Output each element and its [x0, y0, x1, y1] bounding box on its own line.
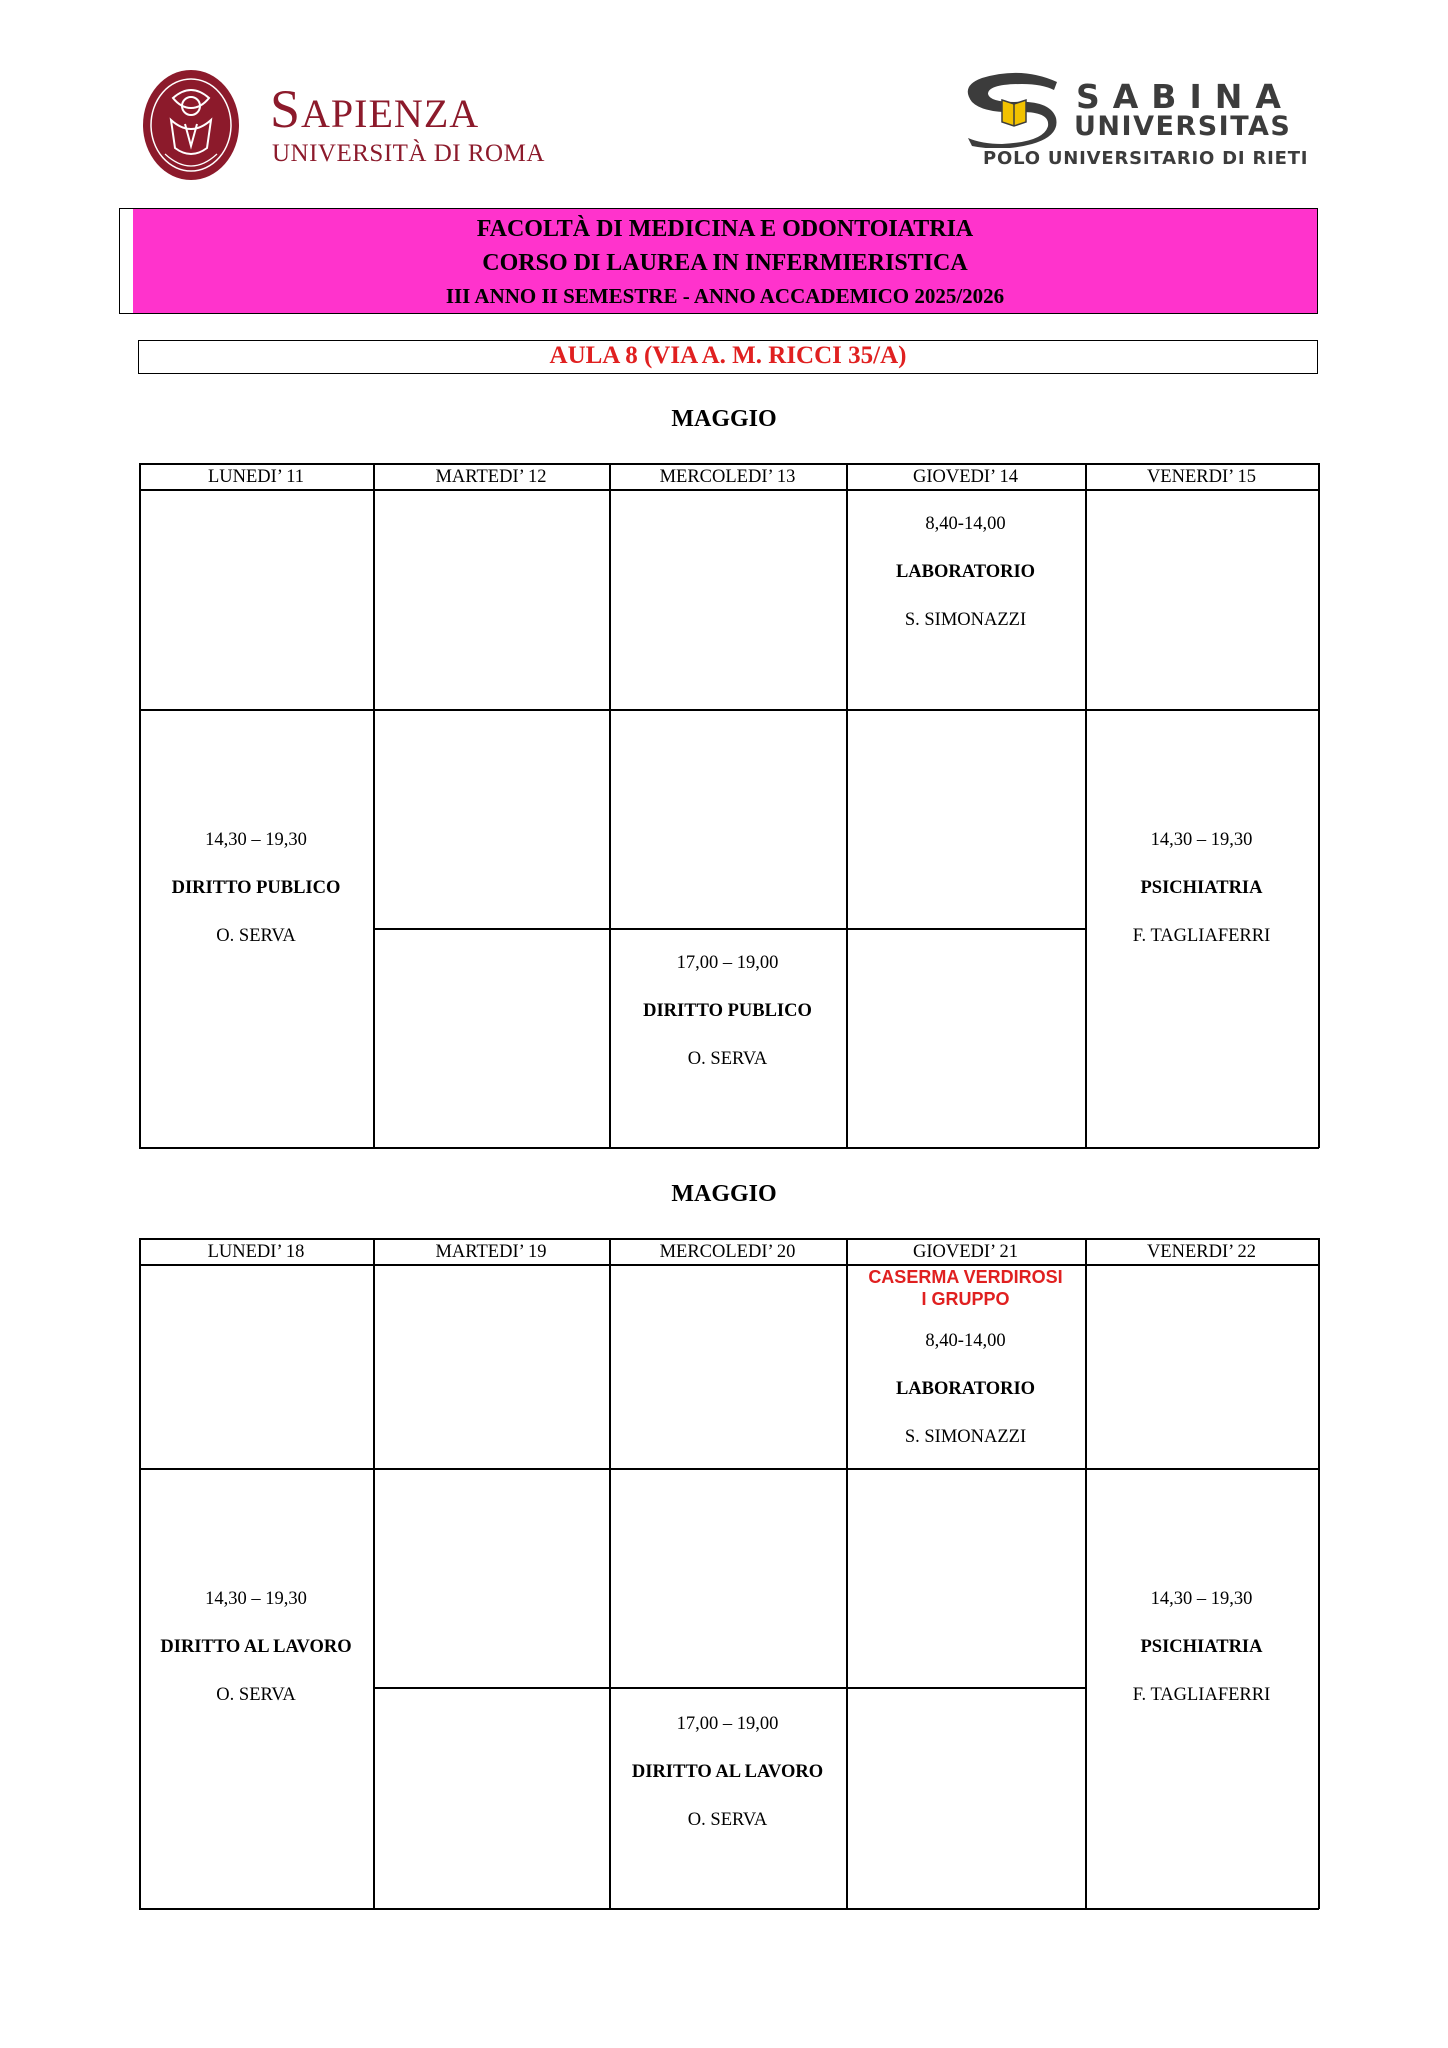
location-note-line: CASERMA VERDIROSI — [868, 1267, 1063, 1287]
lesson-teacher: O. SERVA — [687, 1049, 768, 1069]
lesson-time: 17,00 – 19,00 — [676, 953, 779, 973]
sapienza-wordmark: SAPIENZA — [270, 79, 480, 139]
lesson-time: 14,30 – 19,30 — [1150, 830, 1253, 850]
sabina-wordmark: SABINA — [1076, 77, 1294, 116]
lesson-subject: PSICHIATRIA — [1140, 1637, 1263, 1657]
day-header: GIOVEDI’ 14 — [913, 467, 1018, 487]
month-heading: MAGGIO — [671, 406, 777, 432]
lesson-teacher: O. SERVA — [687, 1810, 768, 1830]
location-note — [846, 1266, 1085, 1310]
lesson-time: 14,30 – 19,30 — [205, 1589, 307, 1609]
lesson-teacher: F. TAGLIAFERRI — [1132, 1685, 1271, 1705]
day-header: VENERDI’ 22 — [1146, 1242, 1257, 1262]
day-header: LUNEDI’ 18 — [207, 1242, 305, 1262]
location-note-line: I GRUPPO — [921, 1289, 1010, 1309]
lesson-subject: DIRITTO PUBLICO — [643, 1001, 812, 1021]
day-header: VENERDI’ 15 — [1146, 467, 1257, 487]
lesson-block — [846, 1331, 1085, 1475]
sapienza-subtitle: UNIVERSITÀ DI ROMA — [272, 140, 545, 167]
sabina-polo: POLO UNIVERSITARIO DI RIETI — [983, 148, 1309, 169]
lesson-time: 14,30 – 19,30 — [1150, 1589, 1253, 1609]
day-header: MARTEDI’ 19 — [435, 1242, 547, 1262]
sabina-universitas: UNIVERSITAS — [1074, 111, 1292, 142]
lesson-teacher: O. SERVA — [216, 1685, 296, 1705]
day-header: MARTEDI’ 12 — [435, 467, 547, 487]
lesson-subject: LABORATORIO — [895, 562, 1036, 582]
lesson-subject: DIRITTO AL LAVORO — [631, 1762, 824, 1782]
lesson-block — [609, 1714, 846, 1858]
lesson-time: 14,30 – 19,30 — [205, 830, 307, 850]
classroom-banner: AULA 8 (VIA A. M. RICCI 35/A) — [138, 340, 1318, 374]
lesson-subject: DIRITTO PUBLICO — [171, 878, 341, 898]
day-header: MERCOLEDI’ 20 — [659, 1242, 796, 1262]
day-header: LUNEDI’ 11 — [207, 467, 305, 487]
lesson-time: 8,40-14,00 — [925, 1331, 1006, 1351]
lesson-block — [1085, 1589, 1318, 1733]
lesson-teacher: O. SERVA — [216, 926, 296, 946]
faculty-title: FACOLTÀ DI MEDICINA E ODONTOIATRIA — [476, 216, 974, 242]
lesson-time: 17,00 – 19,00 — [676, 1714, 779, 1734]
lesson-block — [139, 1589, 373, 1733]
lesson-teacher: S. SIMONAZZI — [904, 610, 1027, 630]
year-title: III ANNO II SEMESTRE - ANNO ACCADEMICO 2025/2026 — [445, 284, 1005, 308]
month-heading: MAGGIO — [671, 1181, 777, 1207]
lesson-subject: LABORATORIO — [895, 1379, 1036, 1399]
lesson-subject: DIRITTO AL LAVORO — [160, 1637, 352, 1657]
lesson-teacher: S. SIMONAZZI — [904, 1427, 1027, 1447]
lesson-teacher: F. TAGLIAFERRI — [1132, 926, 1271, 946]
day-header: MERCOLEDI’ 13 — [659, 467, 796, 487]
lesson-subject: PSICHIATRIA — [1140, 878, 1263, 898]
course-title: CORSO DI LAUREA IN INFERMIERISTICA — [482, 250, 968, 276]
day-header: GIOVEDI’ 21 — [913, 1242, 1018, 1262]
lesson-time: 8,40-14,00 — [925, 514, 1006, 534]
